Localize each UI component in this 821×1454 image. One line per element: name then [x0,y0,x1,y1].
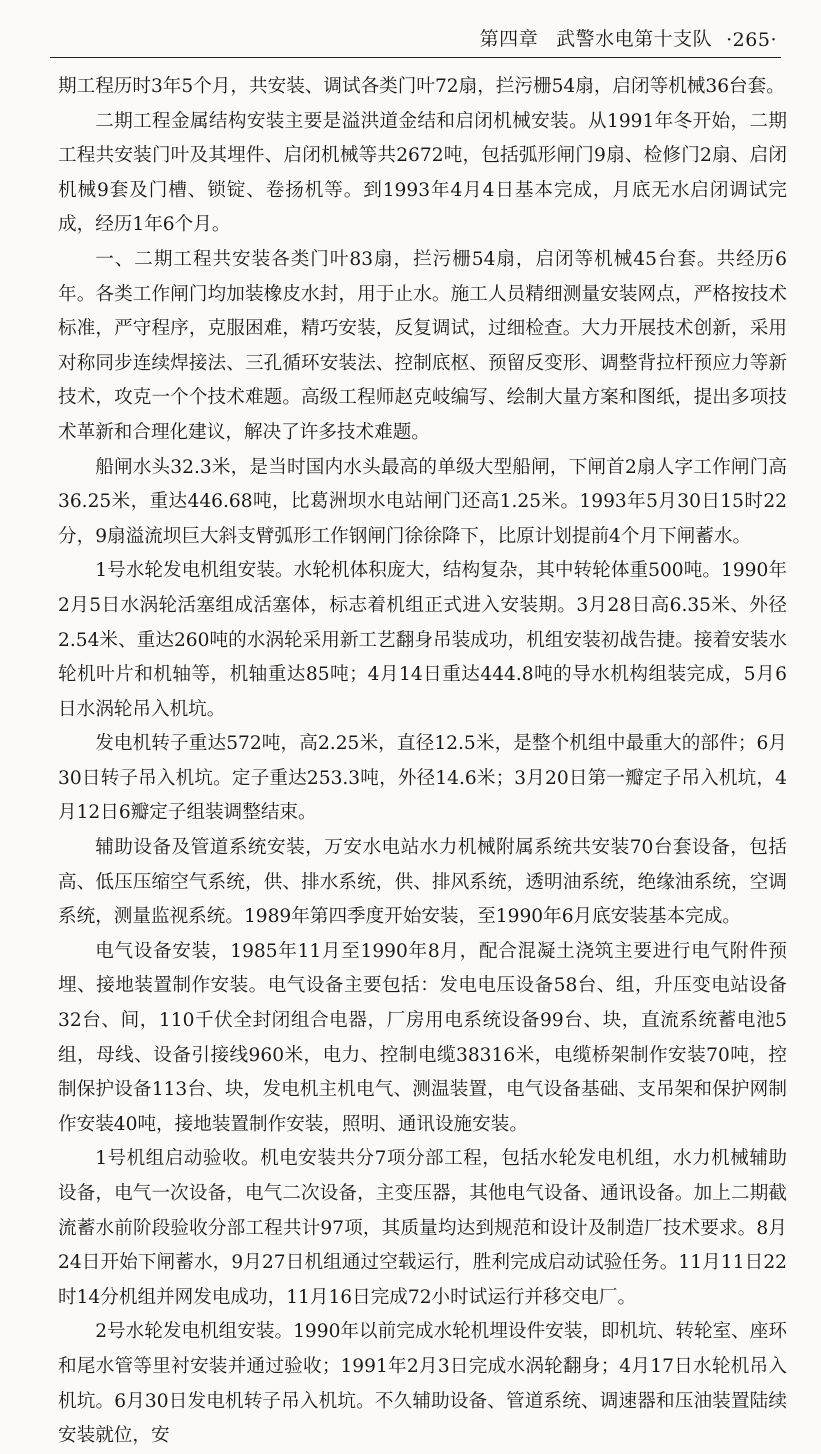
paragraph: 船闸水头32.3米，是当时国内水头最高的单级大型船闸，下闸首2扇人字工作闸门高36.25米，重达446.68吨，比葛洲坝水电站闸门还高1.25米。1993年5月30日15时22分，9扇溢流坝巨大斜支臂弧形工作钢闸门徐徐降下，比原计划提前4个月下闸蓄水。 [58,456,787,547]
paragraph: 1号水轮发电机组安装。水轮机体积庞大，结构复杂，其中转轮体重500吨。1990年2月5日水涡轮活塞组成活塞体，标志着机组正式进入安装期。3月28日高6.35米、外径2.54米、重达260吨的水涡轮采用新工艺翻身吊装成功，机组安装初战告捷。接着安装水轮机叶片和机轴等，机轴重达85吨；4月14日重达444.8吨的导水机构组装完成，5月6日水涡轮吊入机坑。 [58,560,787,720]
paragraph: 电气设备安装，1985年11月至1990年8月，配合混凝土浇筑主要进行电气附件预埋、接地装置制作安装。电气设备主要包括：发电电压设备58台、组，升压变电站设备32台、间，110千伏全封闭组合电器，厂房用电系统设备99台、块，直流系统蓄电池5组，母线、设备引接线960米，电力、控制电缆38316米，电缆桥架制作安装70吨，控制保护设备113台、块，发电机主机电气、测温装置，电气设备基础、支吊架和保护网制作安装40吨，接地装置制作安装，照明、通讯设施安装。 [58,940,787,1135]
header-title: 武警水电第十支队 [556,28,713,50]
paragraph: 发电机转子重达572吨，高2.25米，直径12.5米，是整个机组中最重大的部件；6月30日转子吊入机坑。定子重达253.3吨，外径14.6米；3月20日第一瓣定子吊入机坑，4月12日6瓣定子组装调整结束。 [58,733,787,824]
page-number: ·265· [726,29,777,51]
running-header [50,14,781,58]
paragraph: 2号水轮发电机组安装。1990年以前完成水轮机埋设件安装，即机坑、转轮室、座环和尾水管等里衬安装并通过验收；1991年2月3日完成水涡轮翻身；4月17日水轮机吊入机坑。6月30日发电机转子吊入机坑。不久辅助设备、管道系统、调速器和压油装置陆续安装就位，安 [58,1321,787,1447]
chapter-label: 第四章 [479,28,539,50]
paragraph: 辅助设备及管道系统安装，万安水电站水力机械附属系统共安装70台套设备，包括高、低压压缩空气系统，供、排水系统，供、排风系统，透明油系统，绝缘油系统，空调系统，测量监视系统。1989年第四季度开始安装，至1990年6月底安装基本完成。 [58,837,787,928]
paragraph: 1号机组启动验收。机电安装共分7项分部工程，包括水轮发电机组，水力机械辅助设备，电气一次设备，电气二次设备，主变压器，其他电气设备、通讯设备。加上二期截流蓄水前阶段验收分部工程共计97项，其质量均达到规范和设计及制造厂技术要求。8月24日开始下闸蓄水，9月27日机组通过空载运行，胜利完成启动试验任务。11月11日22时14分机组并网发电成功，11月16日完成72小时试运行并移交电厂。 [58,1148,787,1308]
paragraph: 二期工程金属结构安装主要是溢洪道金结和启闭机械安装。从1991年冬开始，二期工程共安装门叶及其埋件、启闭机械等共2672吨，包括弧形闸门9扇、检修门2扇、启闭机械9套及门槽、锁锭、卷扬机等。到1993年4月4日基本完成，月底无水启闭调试完成，经历1年6个月。 [58,110,787,236]
paragraph: 期工程历时3年5个月，共安装、调试各类门叶72扇，拦污栅54扇，启闭等机械36台套。 [58,76,785,97]
body-text [58,70,787,1454]
paragraph: 一、二期工程共安装各类门叶83扇，拦污栅54扇，启闭等机械45台套。共经历6年。各类工作闸门均加装橡皮水封，用于止水。施工人员精细测量安装网点，严格按技术标准，严守程序，克服困难，精巧安装，反复调试，过细检查。大力开展技术创新，采用对称同步连续焊接法、三孔循环安装法、控制底枢、预留反变形、调整背拉杆预应力等新技术，攻克一个个技术难题。高级工程师赵克岐编写、绘制大量方案和图纸，提出多项技术革新和合理化建议，解决了许多技术难题。 [58,248,787,443]
